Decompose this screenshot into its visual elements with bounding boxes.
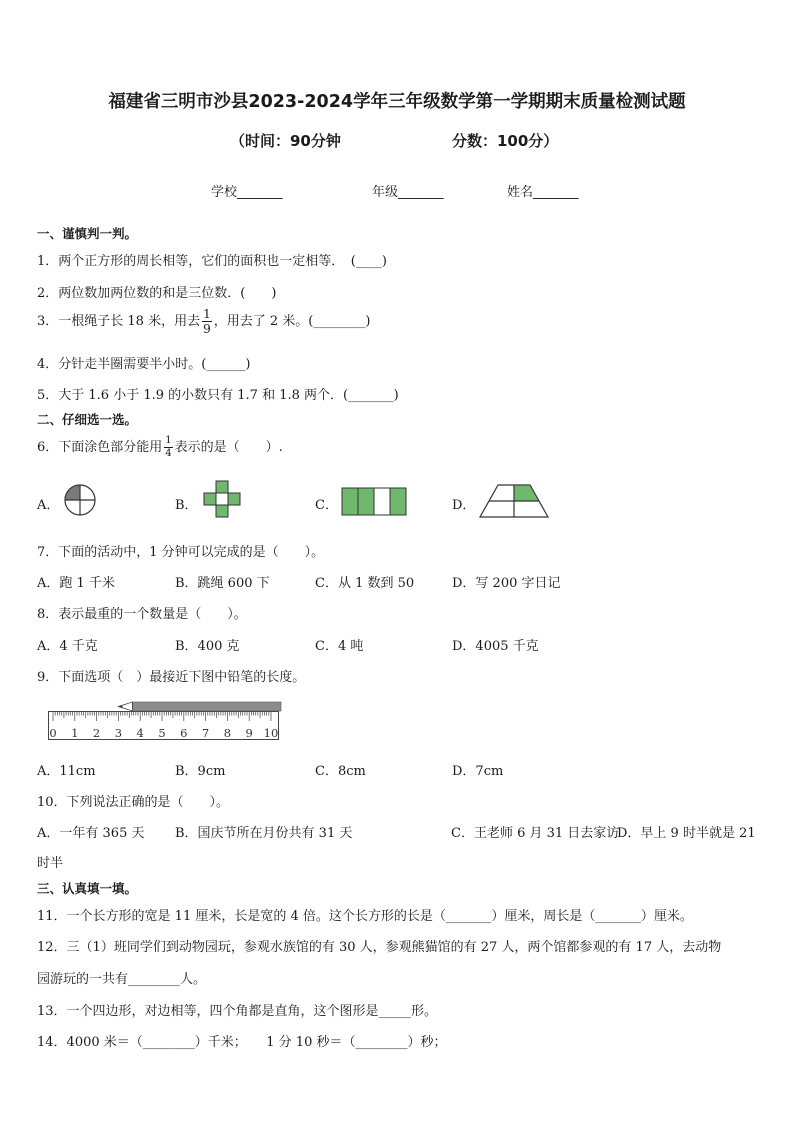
q10-option-a[interactable]: A．一年有 365 天 <box>37 826 145 841</box>
question-12-line-1: 12．三（1）班同学们到动物园玩，参观水族馆的有 30 人，参观熊猫馆的有 27 人，两个馆都参观的有 17 人，去动物 <box>37 940 722 955</box>
q6-option-b[interactable]: B． <box>175 498 198 513</box>
ruler-label: 0 <box>49 726 57 740</box>
ruler-label: 3 <box>114 726 123 740</box>
question-5: 5．大于 1.6 小于 1.9 的小数只有 1.7 和 1.8 两个．(_______) <box>37 388 399 403</box>
question-3-text-start: 3．一根绳子长 18 米，用去 <box>37 314 201 329</box>
question-3 <box>37 308 370 335</box>
pencil-drawing <box>118 702 281 711</box>
ruler-label: 8 <box>223 726 232 740</box>
question-2: 2．两位数加两位数的和是三位数．( ) <box>37 286 277 301</box>
question-3-text-end: ，用去了 2 米。(________) <box>213 314 371 329</box>
pencil-body <box>132 702 281 711</box>
section-heading-choose: 二、仔细选一选。 <box>37 412 138 427</box>
ruler-label: 7 <box>201 726 210 740</box>
question-12-line-2: 园游玩的一共有________人。 <box>37 972 207 987</box>
q7-option-c[interactable]: C．从 1 数到 50 <box>315 576 415 591</box>
q6-option-a[interactable]: A． <box>37 498 60 513</box>
ruler-label: 2 <box>92 726 101 740</box>
cross-squares-shape <box>203 480 243 520</box>
q7-option-a[interactable]: A．跑 1 千米 <box>37 576 115 591</box>
fraction-one-ninth: $\frac{1}{9}$ <box>203 307 211 336</box>
q9-option-b[interactable]: B．9cm <box>175 764 226 779</box>
q8-option-c[interactable]: C．4 吨 <box>315 639 364 654</box>
q8-option-a[interactable]: A．4 千克 <box>37 639 98 654</box>
name-field[interactable]: 姓名_______ <box>507 185 579 200</box>
q9-option-a[interactable]: A．11cm <box>37 764 96 779</box>
section-heading-fill: 三、认真填一填。 <box>37 881 138 896</box>
question-6-text-start: 6．下面涂色部分能用 <box>37 440 163 455</box>
question-1: 1．两个正方形的周长相等，它们的面积也一定相等． (____) <box>37 254 387 269</box>
question-6 <box>37 436 283 459</box>
q10-option-d[interactable]: D．早上 9 时半就是 21 <box>617 826 756 841</box>
q10-option-c[interactable]: C．王老师 6 月 31 日去家访 <box>451 826 620 841</box>
q8-option-d[interactable]: D．4005 千克 <box>452 639 539 654</box>
q7-option-b[interactable]: B．跳绳 600 下 <box>175 576 270 591</box>
q10-option-d-wrap: 时半 <box>37 856 64 871</box>
ruler-label: 9 <box>245 726 253 740</box>
grade-field[interactable]: 年级_______ <box>372 185 444 200</box>
q9-option-c[interactable]: C．8cm <box>315 764 366 779</box>
question-7: 7．下面的活动中，1 分钟可以完成的是（ ）。 <box>37 545 325 560</box>
question-4: 4．分针走半圈需要半小时。(______) <box>37 357 251 372</box>
section-heading-judge: 一、谨慎判一判。 <box>37 226 138 241</box>
school-field[interactable]: 学校_______ <box>211 185 283 200</box>
exam-score: 分数：100分） <box>452 132 559 150</box>
q8-option-b[interactable]: B．400 克 <box>175 639 240 654</box>
question-6-text-end: 表示的是（ ）. <box>174 440 283 455</box>
question-11: 11．一个长方形的宽是 11 厘米，长是宽的 4 倍。这个长方形的长是（_______）厘米，周长是（_______）厘米。 <box>37 909 693 924</box>
question-14: 14．4000 米＝（________）千米； 1 分 10 秒＝（________）秒； <box>37 1035 447 1050</box>
ruler-label: 10 <box>263 726 279 740</box>
question-8: 8．表示最重的一个数量是（ ）。 <box>37 607 247 622</box>
q10-option-b[interactable]: B．国庆节所在月份共有 31 天 <box>175 826 353 841</box>
q7-option-d[interactable]: D．写 200 字日记 <box>452 576 561 591</box>
q9-option-d[interactable]: D．7cm <box>452 764 504 779</box>
q6-option-d[interactable]: D． <box>452 498 476 513</box>
q6-option-c[interactable]: C． <box>315 498 338 513</box>
ruler-label: 1 <box>71 726 79 740</box>
question-13: 13．一个四边形，对边相等，四个角都是直角，这个图形是_____形。 <box>37 1004 438 1019</box>
four-bars-shape <box>341 487 409 517</box>
circle-quarter-shape <box>64 484 98 518</box>
exam-time: （时间：90分钟 <box>230 132 341 150</box>
ruler-label: 6 <box>180 726 188 740</box>
fraction-one-quarter: $\frac{1}{4}$ <box>165 435 172 459</box>
question-9: 9．下面选项（ ）最接近下图中铅笔的长度。 <box>37 670 306 685</box>
page-title: 福建省三明市沙县2023-2024学年三年级数学第一学期期末质量检测试题 <box>108 92 686 112</box>
ruler-with-pencil-figure <box>48 699 288 743</box>
question-10: 10．下列说法正确的是（ ）。 <box>37 795 230 810</box>
trapezoid-shape <box>478 483 550 519</box>
ruler-label: 5 <box>158 726 166 740</box>
ruler-label: 4 <box>136 726 144 740</box>
